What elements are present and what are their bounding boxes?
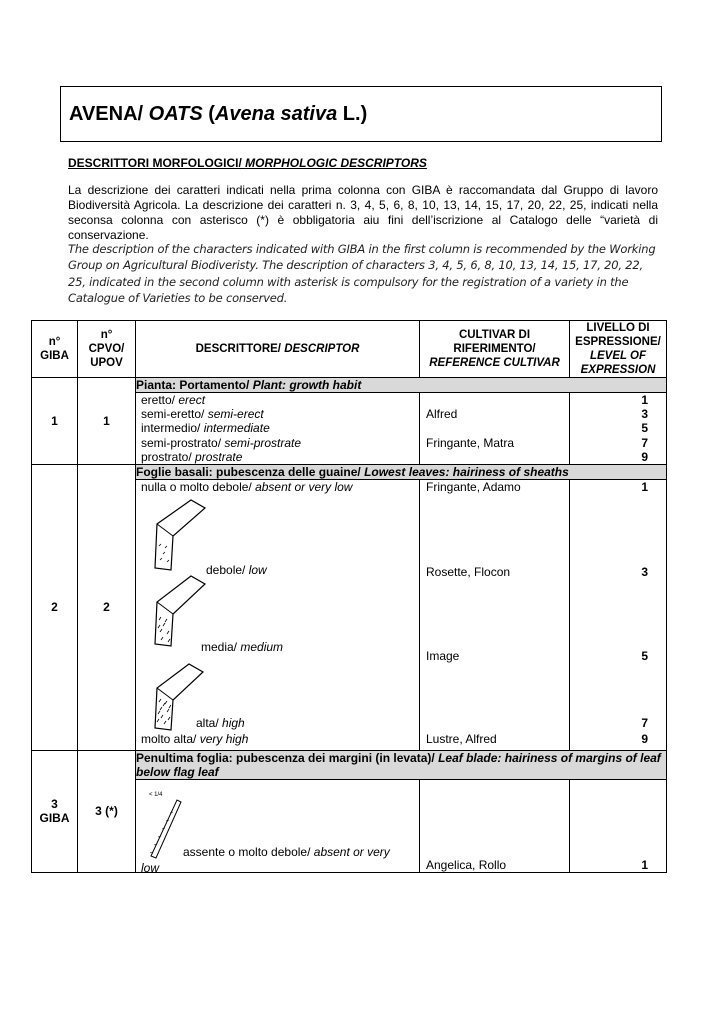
level-value: 1 — [641, 479, 648, 494]
header-cultivar: CULTIVAR DI RIFERIMENTO/ REFERENCE CULTIVAR — [420, 321, 570, 378]
table-row — [32, 750, 667, 779]
header-cpvo: n° CPVO/ UPOV — [78, 321, 136, 378]
intro-paragraph-english: The description of the characters indicated with GIBA in the first column is recommended by the Working Group on Agricultural Biodiveristy. The description of characters 3, 4, 5, 6, 8, 10, 13, 14, 15, 17, 20, 22, 25, indicated in the second column with asterisk is compulsory for the registration of a variety in the Catalogue of Varieties to be conserved. — [68, 242, 656, 305]
figure-label: < 1/4 — [149, 791, 163, 798]
reference-cultivar: Angelica, Rollo — [426, 857, 507, 872]
level-value: 9 — [641, 449, 648, 464]
state: prostrato/ prostrate — [141, 449, 243, 464]
header-descriptor: DESCRITTORE/ DESCRIPTOR — [136, 321, 420, 378]
row3-refs — [420, 779, 570, 872]
row3-states — [136, 779, 420, 875]
level-value: 5 — [641, 648, 648, 663]
reference-cultivar: Rosette, Flocon — [426, 564, 511, 579]
row2-title: Foglie basali: pubescenza delle guaine/ Lowest leaves: hairiness of sheaths — [136, 464, 667, 479]
reference-cultivar: Alfred — [426, 407, 458, 422]
state: semi-eretto/ semi-erect — [141, 407, 264, 422]
row3-title: Penultima foglia: pubescenza dei margini (in levata)/ Leaf blade: hairiness of margins of leaf below flag leaf — [136, 750, 667, 779]
reference-cultivar — [426, 421, 563, 435]
row2-giba: 2 — [32, 464, 78, 750]
reference-cultivar: Image — [426, 648, 460, 663]
title-box — [60, 86, 662, 142]
state: eretto/ erect — [141, 393, 206, 407]
level-value: 7 — [641, 435, 648, 450]
row2-levels — [570, 479, 667, 750]
row2-states — [136, 479, 420, 750]
row1-giba: 1 — [32, 378, 78, 465]
state: intermedio/ intermediate — [141, 421, 270, 436]
row3-levels — [570, 779, 667, 872]
reference-cultivar — [426, 450, 563, 464]
table-row — [32, 378, 667, 393]
reference-cultivar: Fringante, Adamo — [426, 479, 521, 494]
reference-cultivar — [426, 393, 563, 407]
level-value: 9 — [641, 731, 648, 746]
row1-refs — [420, 393, 570, 465]
state: molto alta/ very high — [141, 731, 249, 746]
state: assente o molto debole/ absent or very low — [141, 844, 390, 875]
descriptor-table — [31, 320, 667, 873]
state: media/ medium — [201, 639, 284, 654]
row3-giba: 3 GIBA — [32, 750, 78, 872]
state: alta/ high — [196, 715, 245, 730]
state: semi-prostrato/ semi-prostrate — [141, 435, 302, 450]
reference-cultivar: Fringante, Matra — [426, 435, 515, 450]
table-row — [32, 464, 667, 479]
header-level: LIVELLO DI ESPRESSIONE/ LEVEL OF EXPRESSION — [570, 321, 667, 378]
table-header-row — [32, 321, 667, 378]
level-value: 3 — [641, 407, 648, 422]
row1-title: Pianta: Portamento/ Plant: growth habit — [136, 378, 667, 393]
row2-cpvo: 2 — [78, 464, 136, 750]
row2-refs — [420, 479, 570, 750]
section-heading: DESCRITTORI MORFOLOGICI/ MORPHOLOGIC DESCRIPTORS — [68, 156, 427, 170]
row3-cpvo: 3 (*) — [78, 750, 136, 872]
row1-cpvo: 1 — [78, 378, 136, 465]
intro-paragraph-italian: La descrizione dei caratteri indicati nella prima colonna con GIBA è raccomandata dal Gruppo di lavoro Biodiversità Agricola. La descrizione dei caratteri n. 3, 4, 5, 6, 8, 10, 13, 14, 15, 17, 20, 22, 25, indicati nella seconsa colonna con asterisco (*) è obbligatoria aiu fini dell’iscrizione al Catalogo delle “varietà di conservazione. — [68, 183, 658, 242]
level-value: 7 — [641, 715, 648, 730]
state: nulla o molto debole/ absent or very low — [141, 479, 353, 494]
row1-states — [136, 393, 420, 465]
header-giba: n° GIBA — [32, 321, 78, 378]
state: debole/ low — [206, 562, 267, 577]
row1-levels — [570, 393, 667, 465]
page-title: AVENA/ OATS (Avena sativa L.) — [69, 103, 368, 125]
level-value: 5 — [641, 421, 648, 436]
level-value: 1 — [641, 393, 648, 407]
level-value: 1 — [641, 857, 648, 872]
level-value: 3 — [641, 564, 648, 579]
reference-cultivar: Lustre, Alfred — [426, 731, 497, 746]
